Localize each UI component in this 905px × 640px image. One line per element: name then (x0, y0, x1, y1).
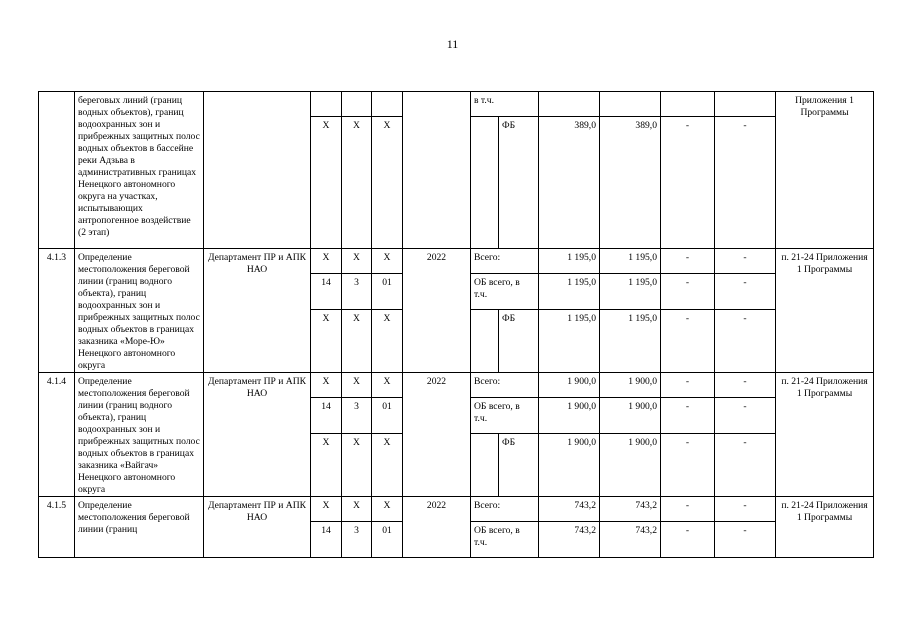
amount-total: 1 900,0 (539, 373, 600, 398)
budget-code: Х (311, 434, 342, 497)
indent-cell (471, 434, 499, 497)
row-number: 4.1.4 (39, 373, 75, 497)
amount-total (539, 92, 600, 117)
amount-after: - (715, 117, 776, 249)
amount-next: - (661, 522, 715, 558)
budget-code: Х (372, 373, 403, 398)
budget-code: Х (311, 497, 342, 522)
budget-code: Х (342, 434, 372, 497)
funding-source: ФБ (499, 117, 539, 249)
amount-total: 1 900,0 (539, 398, 600, 434)
funding-source: ФБ (499, 434, 539, 497)
budget-code: Х (342, 249, 372, 274)
budget-code: 3 (342, 398, 372, 434)
budget-code: 3 (342, 522, 372, 558)
amount-after: - (715, 497, 776, 522)
budget-code: Х (342, 497, 372, 522)
amount-after: - (715, 398, 776, 434)
budget-code: Х (342, 310, 372, 373)
table-row (39, 497, 874, 522)
measure-name: береговых линий (границ водных объектов), границ водоохранных зон и прибрежных защитных полос водных объектов в бассейне реки Адзьва в административных границах Ненецкого автономного округа на участках, испытывающих антропогенное воздействие (2 этап) (75, 92, 204, 249)
budget-code: 01 (372, 274, 403, 310)
year (403, 92, 471, 249)
amount-year: 743,2 (600, 522, 661, 558)
reference-note: Приложения 1 Программы (776, 92, 874, 249)
amount-next: - (661, 310, 715, 373)
budget-code: Х (311, 373, 342, 398)
amount-after: - (715, 249, 776, 274)
budget-code: Х (372, 117, 403, 249)
amount-total: 743,2 (539, 522, 600, 558)
reference-note: п. 21-24 Приложения 1 Программы (776, 249, 874, 373)
budget-code: 01 (372, 398, 403, 434)
row-number: 4.1.5 (39, 497, 75, 558)
measure-name: Определение местоположения береговой линии (границ (75, 497, 204, 558)
row-number (39, 92, 75, 249)
program-table (38, 91, 874, 558)
budget-code: Х (372, 497, 403, 522)
amount-total: 1 900,0 (539, 434, 600, 497)
amount-after: - (715, 274, 776, 310)
amount-next: - (661, 249, 715, 274)
measure-name: Определение местоположения береговой линии (границ водного объекта), границ водоохранных зон и прибрежных защитных полос водных объектов в границах заказника «Вайгач» Ненецкого автономного округа (75, 373, 204, 497)
indent-cell (471, 117, 499, 249)
amount-next: - (661, 373, 715, 398)
budget-code: Х (342, 373, 372, 398)
funding-source: ОБ всего, в т.ч. (471, 398, 539, 434)
budget-code: Х (342, 117, 372, 249)
table-row (39, 92, 874, 117)
amount-next (661, 92, 715, 117)
budget-code: 14 (311, 274, 342, 310)
budget-code (342, 92, 372, 117)
amount-after: - (715, 434, 776, 497)
budget-code (372, 92, 403, 117)
amount-year (600, 92, 661, 117)
amount-year: 743,2 (600, 497, 661, 522)
reference-note: п. 21-24 Приложения 1 Программы (776, 373, 874, 497)
budget-code: Х (372, 310, 403, 373)
budget-code (311, 92, 342, 117)
amount-total: 1 195,0 (539, 310, 600, 373)
amount-year: 389,0 (600, 117, 661, 249)
funding-source: Всего: (471, 373, 539, 398)
budget-code: Х (372, 434, 403, 497)
budget-code: Х (311, 310, 342, 373)
budget-code: Х (311, 117, 342, 249)
funding-source: Всего: (471, 249, 539, 274)
amount-next: - (661, 274, 715, 310)
year: 2022 (403, 373, 471, 497)
amount-after: - (715, 373, 776, 398)
budget-code: 14 (311, 522, 342, 558)
responsible-org: Департамент ПР и АПК НАО (204, 497, 311, 558)
budget-code: 14 (311, 398, 342, 434)
responsible-org (204, 92, 311, 249)
amount-next: - (661, 497, 715, 522)
amount-total: 389,0 (539, 117, 600, 249)
table-row (39, 249, 874, 274)
responsible-org: Департамент ПР и АПК НАО (204, 249, 311, 373)
amount-year: 1 900,0 (600, 398, 661, 434)
funding-source: Всего: (471, 497, 539, 522)
amount-year: 1 900,0 (600, 373, 661, 398)
table-body (39, 92, 874, 558)
amount-total: 1 195,0 (539, 274, 600, 310)
page-number: 11 (446, 37, 459, 51)
funding-source: в т.ч. (471, 92, 539, 117)
amount-year: 1 900,0 (600, 434, 661, 497)
funding-source: ОБ всего, в т.ч. (471, 522, 539, 558)
year: 2022 (403, 249, 471, 373)
amount-after: - (715, 310, 776, 373)
amount-year: 1 195,0 (600, 274, 661, 310)
amount-year: 1 195,0 (600, 249, 661, 274)
funding-source: ФБ (499, 310, 539, 373)
amount-next: - (661, 398, 715, 434)
amount-after (715, 92, 776, 117)
amount-next: - (661, 117, 715, 249)
budget-code: Х (372, 249, 403, 274)
amount-after: - (715, 522, 776, 558)
amount-year: 1 195,0 (600, 310, 661, 373)
table-row (39, 373, 874, 398)
budget-code: 3 (342, 274, 372, 310)
amount-next: - (661, 434, 715, 497)
amount-total: 1 195,0 (539, 249, 600, 274)
responsible-org: Департамент ПР и АПК НАО (204, 373, 311, 497)
budget-code: 01 (372, 522, 403, 558)
reference-note: п. 21-24 Приложения 1 Программы (776, 497, 874, 558)
indent-cell (471, 310, 499, 373)
amount-total: 743,2 (539, 497, 600, 522)
row-number: 4.1.3 (39, 249, 75, 373)
year: 2022 (403, 497, 471, 558)
measure-name: Определение местоположения береговой линии (границ водного объекта), границ водоохранных зон и прибрежных защитных полос водных объектов в границах заказника «Море-Ю» Ненецкого автономного округа (75, 249, 204, 373)
funding-source: ОБ всего, в т.ч. (471, 274, 539, 310)
budget-code: Х (311, 249, 342, 274)
